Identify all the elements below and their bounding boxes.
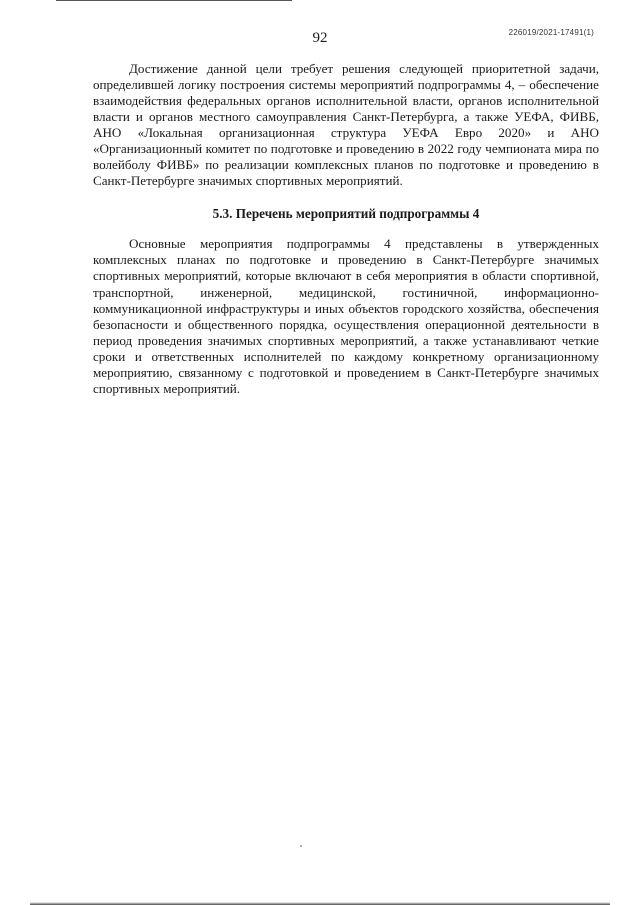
section-heading: 5.3. Перечень мероприятий подпрограммы 4	[212, 206, 480, 222]
paragraph-priority-task: Достижение данной цели требует решения следующей приоритетной задачи, определившей логику построения системы мероприятий подпрограммы 4, – обеспечение взаимодействия федеральных органов исполнительной власти, органов исполнительной власти и органов местного самоуправления Санкт-Петербурга, а также УЕФА, ФИВБ, АНО «Локальная организационная структура УЕФА Евро 2020» и АНО «Организационный комитет по подготовке и проведению в 2022 году чемпионата мира по волейболу ФИВБ» по реализации комплексных планов по подготовке и проведению в Санкт-Петербурге значимых спортивных мероприятий.	[93, 61, 599, 189]
scan-artifact-dot	[300, 845, 302, 847]
scan-top-line	[56, 0, 292, 1]
page-content	[93, 61, 599, 397]
document-id: 226019/2021-17491(1)	[508, 28, 594, 37]
page-number: 92	[312, 30, 328, 46]
paragraph-main-activities: Основные мероприятия подпрограммы 4 представлены в утвержденных комплексных планах по подготовке и проведению в Санкт-Петербурге значимых спортивных мероприятий, которые включают в себя мероприятия в области спортивной, транспортной, инженерной, медицинской, гостиничной, информационно-коммуникационной инфраструктуры и иных объектов городского хозяйства, обеспечения безопасности и общественного порядка, осуществления операционной деятельности в период проведения значимых спортивных мероприятий, а также устанавливают четкие сроки и ответственных исполнителей по каждому конкретному организационному мероприятию, связанному с подготовкой и проведением в Санкт-Петербурге значимых спортивных мероприятий.	[93, 236, 599, 396]
